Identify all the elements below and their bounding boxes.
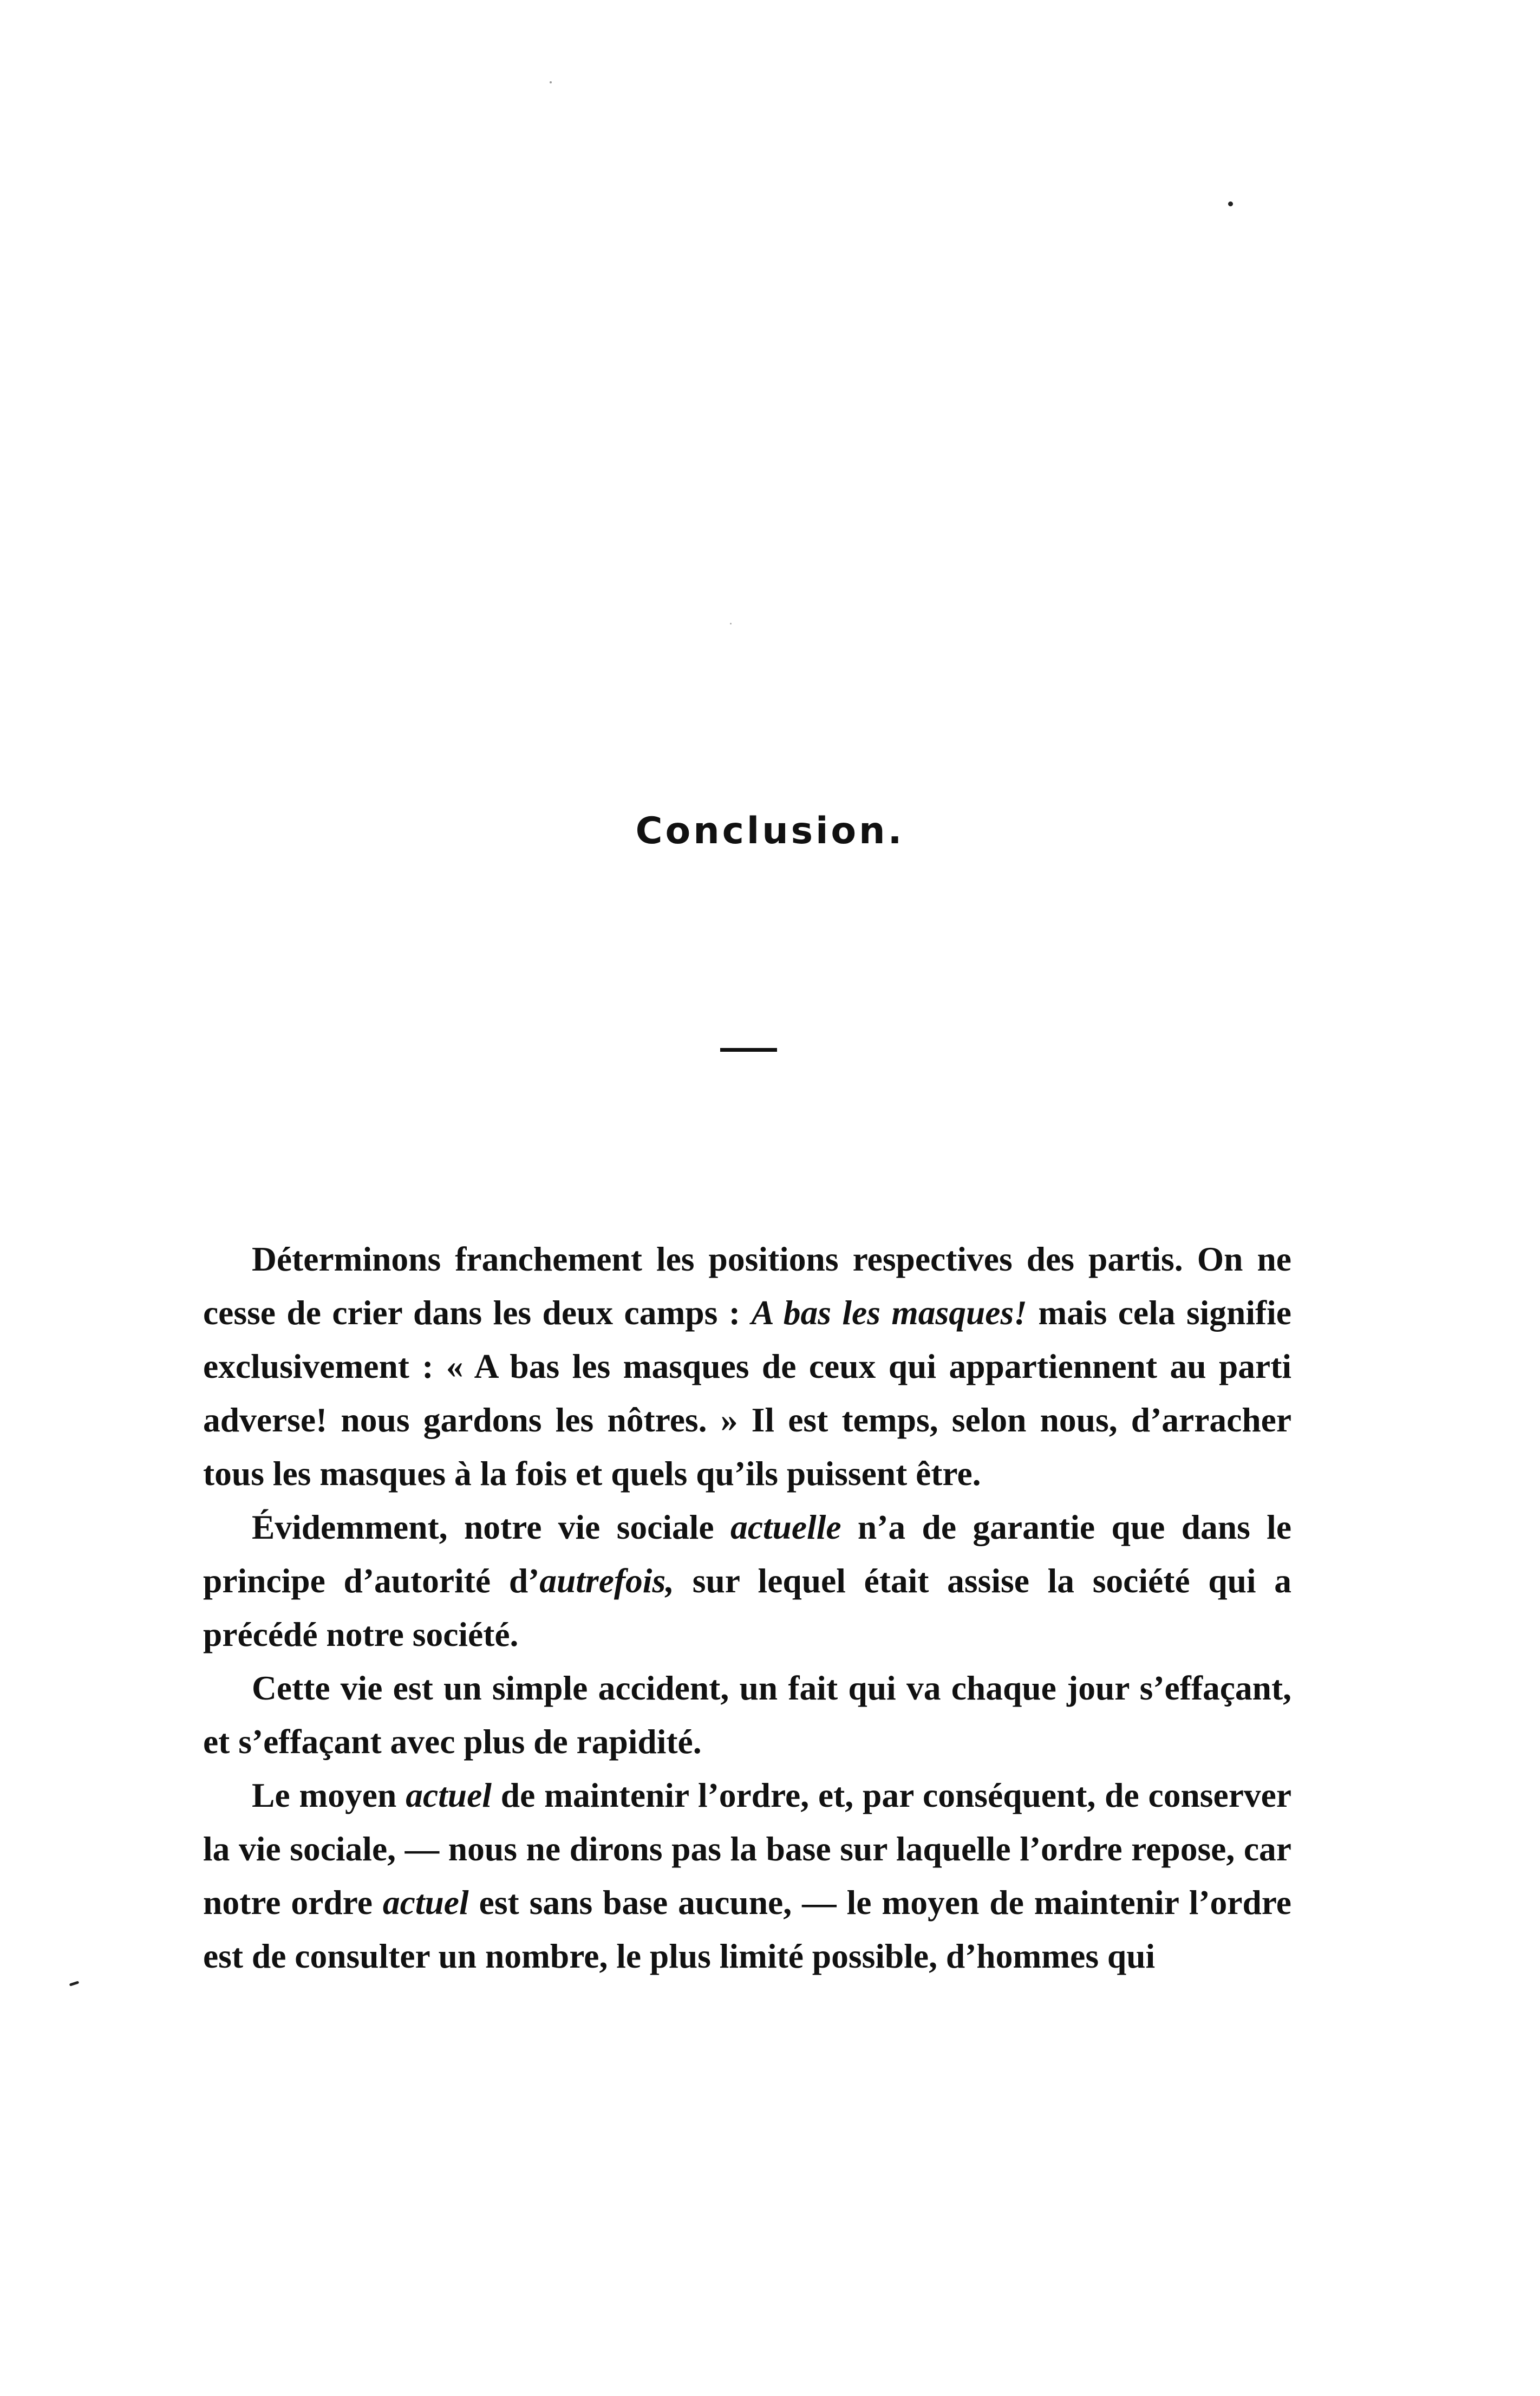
text-segment: n’a de garantie que dans le principe d’autorité d’: [203, 1508, 1292, 1600]
italic-phrase: actuel: [382, 1883, 469, 1922]
chapter-heading: Conclusion.: [635, 810, 905, 852]
text-segment: sur lequel était assise la société qui a précédé notre société.: [203, 1561, 1292, 1653]
text-segment: est sans base aucune, — le moyen de maintenir l’ordre est de consulter un nombre, le plus limité possible, d’hommes qui: [203, 1883, 1291, 1975]
text-segment: Le moyen: [252, 1776, 406, 1814]
paragraph: [203, 1661, 1291, 1768]
text-segment: Évidemment, notre vie sociale: [252, 1508, 730, 1546]
ink-speck: [1228, 201, 1233, 206]
text-segment: Déterminons franchement les positions respectives des partis. On ne cesse de crier dans les deux camps :: [203, 1240, 1291, 1332]
paragraph: [203, 1768, 1291, 1983]
ink-speck: [730, 623, 732, 624]
ink-mark: [69, 1981, 80, 1986]
italic-phrase: actuel: [406, 1776, 492, 1814]
paragraph: [203, 1232, 1291, 1500]
text-segment: mais cela signifie exclusivement : « A bas les masques de ceux qui appartiennent au parti adverse! nous gardons les nôtres. » Il est temps, selon nous, d’arracher tous les masques à la fois et quels qu’ils puissent être.: [203, 1293, 1291, 1493]
text-segment: Cette vie est un simple accident, un fait qui va chaque jour s’effaçant, et s’effaçant avec plus de rapidité.: [203, 1669, 1291, 1761]
italic-phrase: autrefois,: [539, 1561, 675, 1600]
ink-speck: [550, 81, 552, 83]
text-segment: de maintenir l’ordre, et, par conséquent, de conserver la vie sociale, — nous ne dirons pas la base sur laquelle l’ordre repose, car notre ordre: [203, 1776, 1292, 1922]
italic-phrase: A bas les masques!: [751, 1293, 1027, 1332]
body-text: [203, 1232, 1291, 1983]
italic-phrase: actuelle: [730, 1508, 841, 1546]
paragraph: [203, 1500, 1291, 1661]
heading-rule: [720, 1048, 777, 1052]
